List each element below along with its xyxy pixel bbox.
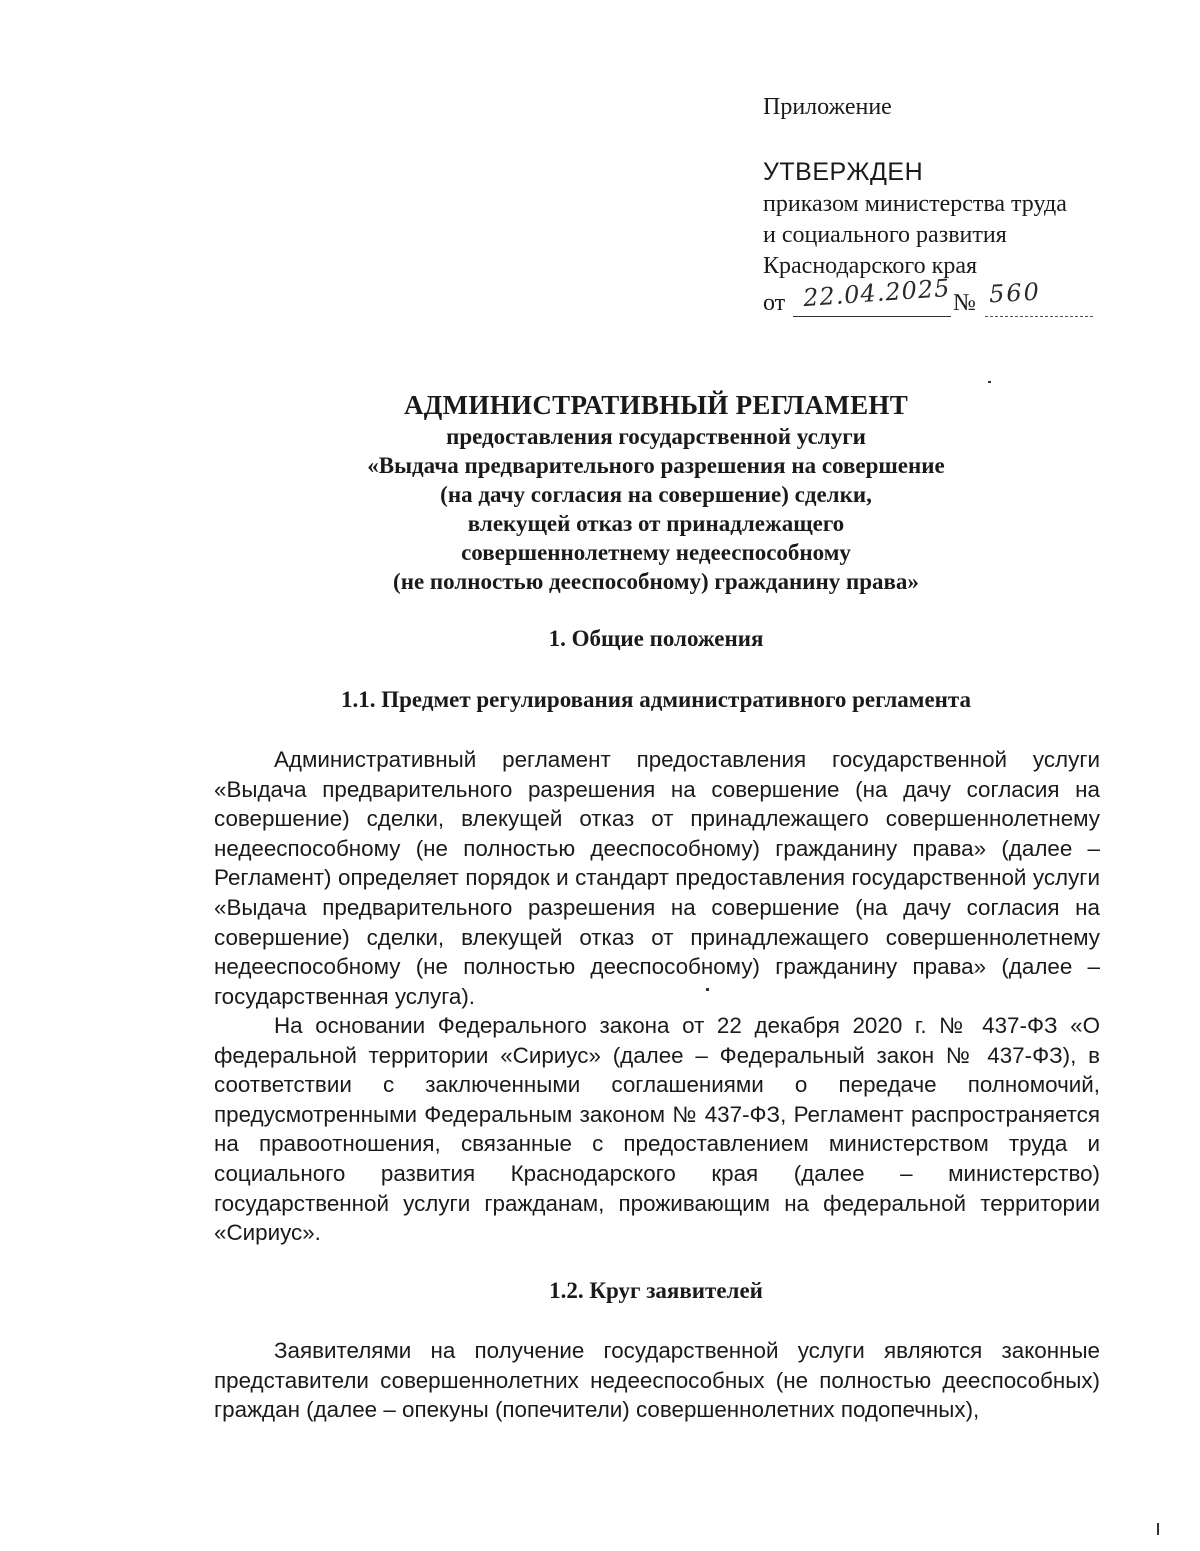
title-line-5: совершеннолетнему недееспособному [461, 540, 851, 565]
scan-speck [706, 988, 709, 991]
section-heading-1-1: 1.1. Предмет регулирования административного регламента [340, 687, 972, 712]
date-underline [793, 316, 951, 317]
date-prefix: от [763, 290, 786, 316]
approval-line-1: приказом министерства труда [763, 191, 1067, 217]
handwritten-number: 560 [988, 277, 1042, 309]
order-date-number-line [763, 273, 1103, 316]
appendix-label: Приложение [763, 94, 892, 120]
handwritten-date: 22.04.2025 [802, 273, 952, 313]
title-line-6: (не полностью дееспособному) гражданину права» [393, 569, 919, 594]
approval-line-2: и социального развития [763, 222, 1007, 248]
section-heading-1-2: 1.2. Круг заявителей [549, 1278, 763, 1303]
title-main: АДМИНИСТРАТИВНЫЙ РЕГЛАМЕНТ [403, 390, 909, 420]
paragraph-applicants: Заявителями на получение государственной услуги являются законные представители совершеннолетних недееспособных (не полностью дееспособных) граждан (далее – опекуны (попечители) совершеннолетних подопечных), [214, 1338, 1100, 1423]
paragraph-sirius-territory: На основании Федерального закона от 22 декабря 2020 г. № 437-ФЗ «О федеральной территории «Сириус» (далее – Федеральный закон № 437-ФЗ), в соответствии с заключенными соглашениями о передаче полномочий, предусмотренными Федеральным законом № 437-ФЗ, Регламент распространяется на правоотношения, связанные с предоставлением министерством труда и социального развития Краснодарского края (далее – министерство) государственной услуги гражданам, проживающим на федеральной территории «Сириус». [214, 1013, 1100, 1246]
document-title [150, 388, 1162, 596]
approval-line-3: Краснодарского края [763, 253, 978, 279]
approval-block [763, 92, 1103, 316]
title-line-3: (на дачу согласия на совершение) сделки, [440, 482, 872, 507]
scan-speck [1157, 1523, 1159, 1535]
approved-label: УТВЕРЖДЕН [763, 158, 924, 186]
title-line-4: влекущей отказ от принадлежащего [467, 511, 845, 536]
title-line-2: «Выдача предварительного разрешения на совершение [367, 453, 945, 478]
title-line-1: предоставления государственной услуги [446, 424, 866, 449]
section-heading-1: 1. Общие положения [548, 626, 764, 651]
scan-speck [988, 381, 991, 383]
paragraph-regulation-subject: Административный регламент предоставления государственной услуги «Выдача предварительного разрешения на совершение (на дачу согласия на совершение) сделки, влекущей отказ от принадлежащего совершеннолетнему недееспособному (не полностью дееспособному) гражданину права» (далее – Регламент) определяет порядок и стандарт предоставления государственной услуги «Выдача предварительного разрешения на совершение (на дачу согласия на совершение) сделки, влекущей отказ от принадлежащего совершеннолетнему недееспособному (не полностью дееспособному) гражданину права» (далее – государственная услуга). [214, 747, 1100, 1009]
number-underline [985, 316, 1093, 317]
number-sign: № [953, 290, 976, 316]
